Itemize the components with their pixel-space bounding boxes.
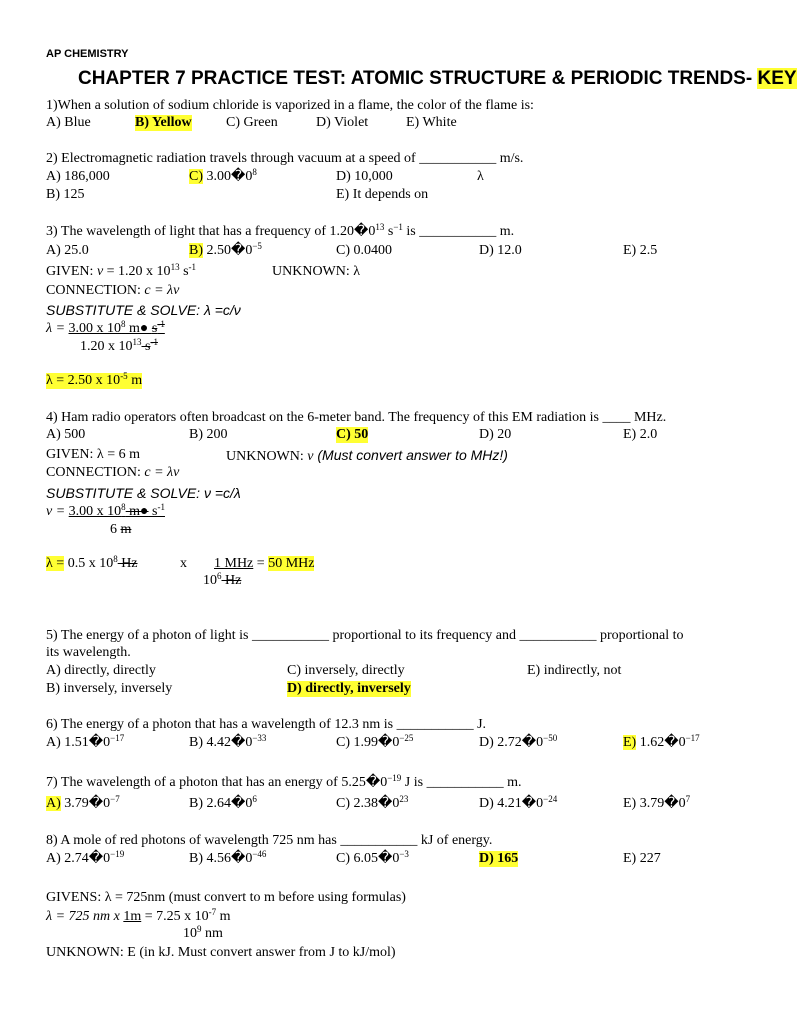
q6-answer-label: E) — [623, 735, 637, 750]
q4-conv-equals: = — [253, 556, 269, 571]
q6-option-a — [46, 735, 124, 751]
q8-conversion — [46, 909, 231, 925]
q6-option-a-value: A) 1.51�0 — [46, 735, 111, 750]
course-label: AP CHEMISTRY — [46, 48, 129, 60]
q1-option-b-answer: B) Yellow — [135, 115, 192, 130]
q3-unknown: UNKNOWN: λ — [272, 264, 361, 279]
q3-option-a: A) 25.0 — [46, 243, 89, 258]
q3-solve-label: SUBSTITUTE & SOLVE: — [46, 302, 204, 318]
q8-option-e: E) 227 — [623, 851, 661, 866]
q8-option-a — [46, 851, 124, 867]
title-text: CHAPTER 7 PRACTICE TEST: ATOMIC STRUCTURE & PERIODIC TRENDS- — [78, 68, 758, 89]
q3-den-value: 1.20 x 10 — [80, 339, 133, 354]
q6-option-b-exp: −33 — [252, 733, 267, 743]
q7-option-a-exp: −7 — [110, 794, 120, 804]
q2-option-e: E) It depends on — [336, 187, 429, 202]
q3-fraction-denominator — [80, 339, 158, 355]
q3-given-nu: ν — [96, 264, 104, 279]
q4-conversion — [206, 556, 314, 572]
q3-num-s: s — [151, 321, 158, 336]
q6-option-a-exp: −17 — [110, 733, 125, 743]
q4-den-value: 6 — [110, 522, 121, 537]
q6-stem: 6) The energy of a photon that has a wavelength of 12.3 nm is ___________ J. — [46, 717, 487, 732]
q2-option-c-exp: 8 — [252, 167, 257, 177]
q8-conv-den-value: 10 — [183, 926, 197, 941]
q3-result-unit: m — [127, 373, 143, 388]
q5-option-d-answer: D) directly, inversely — [287, 681, 411, 696]
q2-option-c — [189, 169, 257, 185]
q4-given: GIVEN: λ = 6 m — [46, 447, 141, 462]
q4-num-nu: ν = — [46, 504, 69, 519]
q3-option-d: D) 12.0 — [479, 243, 522, 258]
q3-stem — [46, 224, 514, 240]
q3-result-exp: -5 — [120, 371, 128, 381]
q8-conv-unit: m — [216, 909, 231, 924]
q3-connection — [46, 283, 179, 299]
q3-den-exp: 13 — [132, 337, 142, 347]
q8-unknown: UNKNOWN: E (in kJ. Must convert answer from J to kJ/mol) — [46, 945, 396, 960]
q4-stem: 4) Ham radio operators often broadcast on the 6-meter band. The frequency of this EM radiation is ____ MHz. — [46, 410, 667, 425]
q6-option-d — [479, 735, 557, 751]
q7-option-d — [479, 796, 557, 812]
q2-option-d: D) 10,000 — [336, 169, 393, 184]
q4-unknown-label: UNKNOWN: — [226, 449, 308, 464]
q6-option-c-value: C) 1.99�0 — [336, 735, 400, 750]
q3-num-coef: 3.00 x 10 — [68, 321, 122, 336]
q3-given-exp: 13 — [170, 262, 180, 272]
q7-option-e-exp: 7 — [685, 794, 691, 804]
q1-option-a: A) Blue — [46, 115, 91, 130]
q3-stem-exp: 13 — [375, 222, 385, 232]
q8-option-c-value: C) 6.05�0 — [336, 851, 400, 866]
q4-solve-formula: ν =c/λ — [203, 485, 241, 501]
q3-stem-text: 3) The wavelength of light that has a frequency of 1.20�0 — [46, 224, 376, 239]
q5-stem-line2: its wavelength. — [46, 645, 131, 660]
q4-num-s: s — [148, 504, 158, 519]
page-title — [78, 68, 797, 90]
q8-option-b-exp: −46 — [252, 849, 267, 859]
q1-stem: 1)When a solution of sodium chloride is vaporized in a flame, the color of the flame is: — [46, 98, 534, 113]
key-badge: KEY — [757, 68, 797, 89]
q7-stem-end: J is ___________ m. — [401, 775, 522, 790]
q3-solve — [46, 302, 241, 318]
q3-solve-formula: λ =c/ν — [203, 302, 241, 318]
q3-stem-end: is ___________ m. — [402, 224, 515, 239]
q2-lambda: λ — [477, 169, 484, 184]
q7-stem — [46, 775, 521, 791]
q8-conv-start: λ = 725 nm x — [46, 909, 124, 924]
q4-conv-den-hz: Hz — [221, 573, 242, 588]
q6-option-d-exp: −50 — [543, 733, 558, 743]
q4-option-e: E) 2.0 — [623, 427, 658, 442]
q7-option-e-value: E) 3.79�0 — [623, 796, 686, 811]
q5-option-e: E) indirectly, not — [527, 663, 622, 678]
q8-givens: GIVENS: λ = 725nm (must convert to m before using formulas) — [46, 890, 406, 905]
q2-option-c-value: 3.00�0 — [203, 169, 253, 184]
q3-result — [46, 373, 142, 389]
q5-option-b: B) inversely, inversely — [46, 681, 173, 696]
q4-fraction-numerator — [46, 504, 165, 520]
q1-option-e: E) White — [406, 115, 457, 130]
q8-option-c-exp: −3 — [399, 849, 409, 859]
q7-answer-label: A) — [46, 796, 61, 811]
q4-den-m: m — [120, 522, 132, 537]
q8-option-a-exp: −19 — [110, 849, 125, 859]
q4-num-m: m● — [125, 504, 149, 519]
q3-num-exp: 8 — [121, 319, 126, 329]
q7-option-e — [623, 796, 690, 812]
q7-option-c — [336, 796, 408, 812]
q8-conv-exp: -7 — [208, 907, 217, 917]
q4-times: x — [180, 556, 187, 571]
q4-conv-denominator — [203, 573, 241, 589]
q7-stem-text: 7) The wavelength of a photon that has an energy of 5.25�0 — [46, 775, 388, 790]
q6-option-c — [336, 735, 413, 751]
q4-num-s-exp: -1 — [157, 502, 165, 512]
q3-num-unit: m● — [125, 321, 152, 336]
q5-option-a: A) directly, directly — [46, 663, 156, 678]
q6-option-b — [189, 735, 266, 751]
q2-stem: 2) Electromagnetic radiation travels through vacuum at a speed of ___________ m/s. — [46, 151, 524, 166]
q8-conv-numerator: 1m — [123, 909, 142, 924]
q7-option-c-exp: 23 — [399, 794, 409, 804]
q4-unknown-nu: ν — [307, 449, 314, 464]
q4-num-exp: 8 — [121, 502, 126, 512]
q3-result-value: λ = 2.50 x 10 — [46, 373, 121, 388]
q4-num-value — [69, 504, 165, 519]
q4-conv-den-value: 10 — [203, 573, 217, 588]
q4-conv-answer: 50 MHz — [268, 556, 315, 571]
q3-stem-unit-exp: −1 — [393, 222, 403, 232]
q3-num-value — [69, 321, 165, 336]
q4-result-exp: 8 — [113, 554, 118, 564]
q7-stem-exp: −19 — [387, 773, 402, 783]
q8-conv-result: = 7.25 x 10 — [141, 909, 209, 924]
q2-option-a: A) 186,000 — [46, 169, 110, 184]
q4-option-c-answer: C) 50 — [336, 427, 369, 442]
q3-option-c: C) 0.0400 — [336, 243, 392, 258]
q8-conv-den-unit: nm — [201, 926, 223, 941]
q7-option-b-exp: 6 — [252, 794, 257, 804]
q3-given-unit: s — [179, 264, 189, 279]
q4-solve-label: SUBSTITUTE & SOLVE: — [46, 485, 204, 501]
q3-option-b — [189, 243, 262, 259]
q3-answer-label: B) — [189, 243, 203, 258]
q4-option-b: B) 200 — [189, 427, 228, 442]
q3-connection-formula: c = λν — [144, 283, 180, 298]
q4-connection-label: CONNECTION: — [46, 465, 145, 480]
q2-answer-label: C) — [189, 169, 203, 184]
q4-option-a: A) 500 — [46, 427, 86, 442]
q3-fraction-numerator — [46, 321, 165, 337]
q7-option-b-value: B) 2.64�0 — [189, 796, 253, 811]
q7-option-a-value: 3.79�0 — [60, 796, 111, 811]
q8-stem: 8) A mole of red photons of wavelength 725 nm has ___________ kJ of energy. — [46, 833, 493, 848]
q2-option-b: B) 125 — [46, 187, 85, 202]
q4-solve — [46, 485, 241, 501]
q4-conv-den-exp: 6 — [217, 571, 222, 581]
q4-unknown-note: (Must convert answer to MHz!) — [313, 447, 508, 463]
q6-option-e — [623, 735, 700, 751]
q4-result-value: 0.5 x 10 — [64, 556, 114, 571]
q3-den-s: s — [141, 339, 151, 354]
q1-option-c: C) Green — [226, 115, 278, 130]
q4-fraction-denominator — [110, 522, 131, 538]
q6-option-c-exp: −25 — [399, 733, 414, 743]
q3-connection-label: CONNECTION: — [46, 283, 145, 298]
q8-option-c — [336, 851, 409, 867]
q1-option-d: D) Violet — [316, 115, 369, 130]
q4-option-d: D) 20 — [479, 427, 512, 442]
q5-stem-line1: 5) The energy of a photon of light is ___________ proportional to its frequency and ___________ proportional to — [46, 628, 684, 643]
q4-conv-numerator: 1 MHz — [214, 556, 254, 571]
q7-option-d-value: D) 4.21�0 — [479, 796, 544, 811]
q7-option-b — [189, 796, 257, 812]
q8-conv-denominator — [183, 926, 223, 942]
q4-unknown — [226, 447, 508, 465]
q4-result-line — [46, 556, 138, 572]
q3-given — [46, 264, 196, 280]
q7-option-d-exp: −24 — [543, 794, 558, 804]
q3-num-lambda: λ = — [46, 321, 69, 336]
q6-option-d-value: D) 2.72�0 — [479, 735, 544, 750]
q6-option-b-value: B) 4.42�0 — [189, 735, 253, 750]
q3-option-b-exp: −5 — [252, 241, 262, 251]
q4-connection-formula: c = λν — [144, 465, 180, 480]
q3-num-s-exp: -1 — [157, 319, 165, 329]
q8-conv-den-exp: 9 — [197, 924, 202, 934]
q8-option-b — [189, 851, 266, 867]
q5-option-c: C) inversely, directly — [287, 663, 405, 678]
q6-option-e-value: 1.62�0 — [636, 735, 686, 750]
q3-given-unit-exp: -1 — [188, 262, 197, 272]
q4-result-lambda: λ = — [46, 556, 65, 571]
q8-option-b-value: B) 4.56�0 — [189, 851, 253, 866]
q4-result-hz: Hz — [117, 556, 138, 571]
q3-given-label: GIVEN: — [46, 264, 97, 279]
q6-option-e-exp: −17 — [685, 733, 700, 743]
q8-option-d-answer: D) 165 — [479, 851, 519, 866]
q7-option-c-value: C) 2.38�0 — [336, 796, 400, 811]
q3-given-value: = 1.20 x 10 — [103, 264, 171, 279]
q8-option-a-value: A) 2.74�0 — [46, 851, 111, 866]
q4-connection — [46, 465, 179, 481]
q3-stem-unit: s — [384, 224, 394, 239]
q3-option-b-value: 2.50�0 — [203, 243, 253, 258]
q7-option-a — [46, 796, 120, 812]
q4-num-coef: 3.00 x 10 — [68, 504, 122, 519]
q3-option-e: E) 2.5 — [623, 243, 658, 258]
q3-den-s-exp: -1 — [150, 337, 158, 347]
